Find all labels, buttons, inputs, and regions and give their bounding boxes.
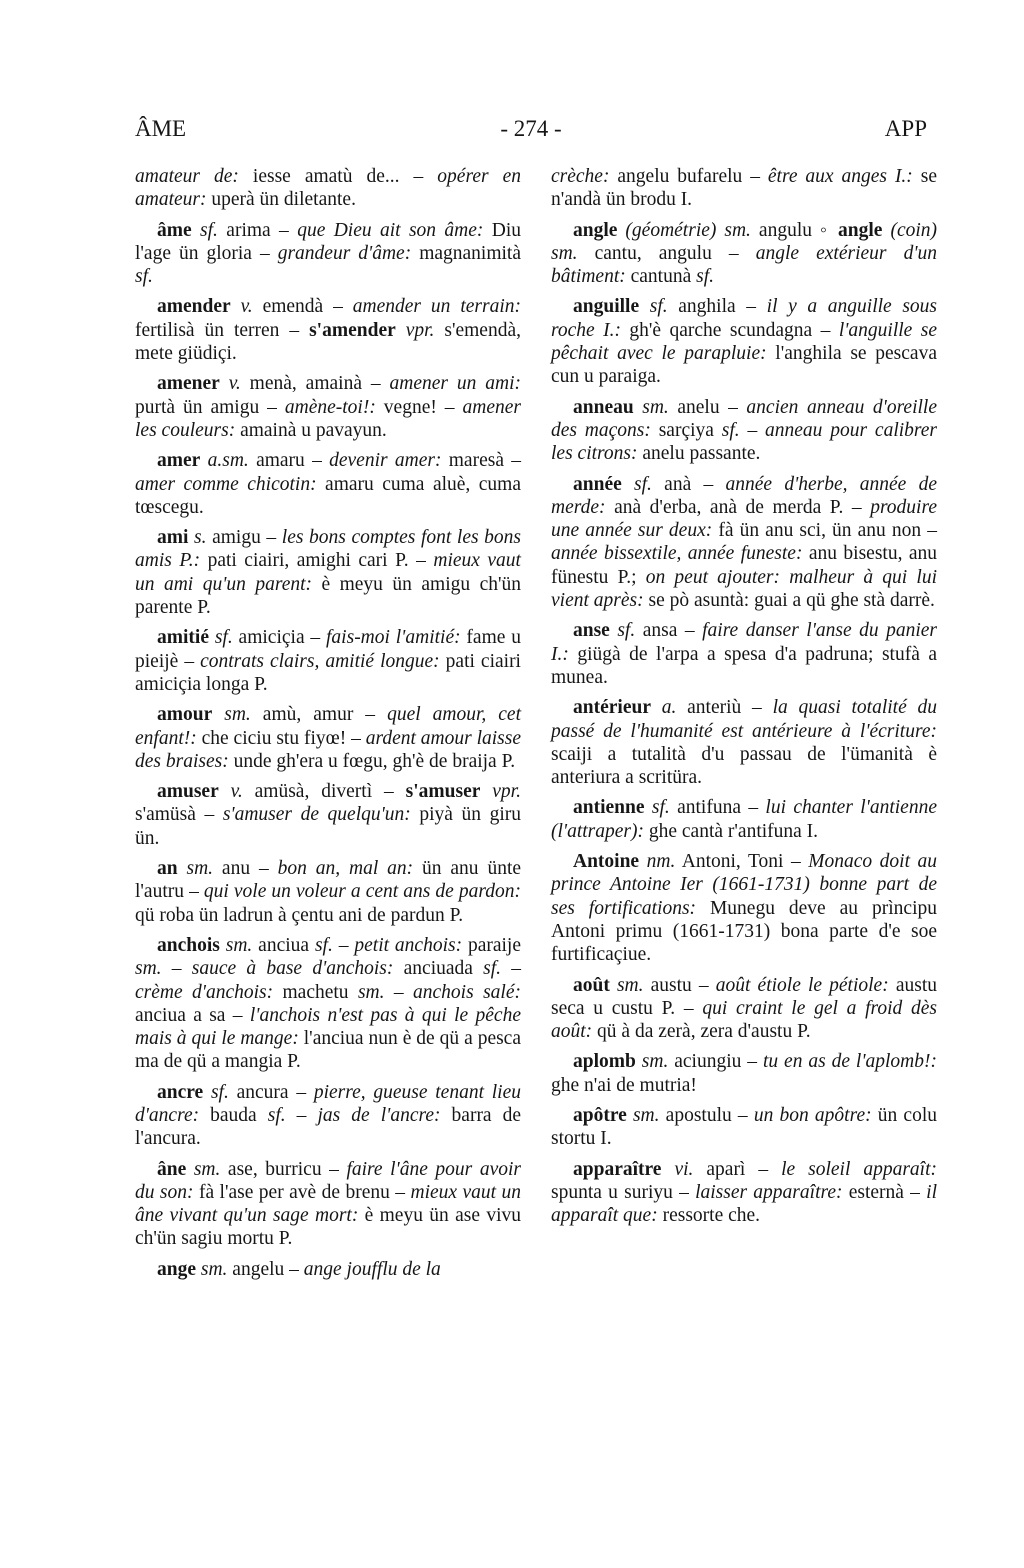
translation-text: barra de l'ancura. (135, 1104, 522, 1150)
translation-text: amù, amur – (250, 704, 388, 726)
header-last-entry: APP (884, 116, 927, 141)
grammar-label: nm. (646, 851, 676, 873)
headword: s'amender (309, 319, 396, 341)
translation-text (203, 1082, 211, 1103)
translation-text: paraije (462, 934, 522, 956)
translation-text: fertilisà ün terren – (135, 319, 310, 341)
french-phrase: Monaco doit au prince Antoine Ier (1661-1731) bonne part de ses fortifications: (551, 851, 937, 919)
translation-text: Munegu deve au prìncipu Antoni primu (1661-1731) bona parte d'e soe furtificaçiue. (551, 897, 937, 966)
translation-text: – (501, 958, 522, 980)
grammar-label: sf. (649, 296, 668, 318)
translation-text: anà d'erba, anà de merda P. – (605, 496, 871, 518)
translation-text (192, 220, 200, 241)
grammar-label: sf. (135, 266, 153, 288)
translation-text: è meyu ün ase vivu ch'ün sagiu mortu P. (135, 1205, 522, 1250)
dictionary-entry (135, 780, 521, 850)
running-header (135, 116, 927, 150)
grammar-label: a. (661, 697, 677, 719)
grammar-label: sm. (193, 1158, 221, 1180)
headword: amener (157, 373, 220, 395)
french-phrase: que Dieu ait son âme: (297, 219, 484, 241)
french-phrase: sauce à base d'anchois: (191, 958, 394, 980)
translation-text (186, 1159, 194, 1180)
french-phrase: il apparaît que: (551, 1181, 937, 1227)
translation-text: – (161, 958, 192, 980)
grammar-label: sf. (214, 627, 233, 649)
translation-text: fà ün anu sci, ün anu non – (712, 520, 937, 542)
french-phrase: produire une année sur deux: (551, 496, 937, 542)
grammar-label: sm. (632, 1104, 660, 1126)
french-phrase: qui craint le gel a froid dès août: (551, 997, 937, 1043)
translation-text: cantunà (625, 266, 697, 288)
headword: amitié (157, 627, 209, 649)
translation-text: se pò asuntà: guai a qü ghe stà darrè. (643, 590, 935, 612)
french-phrase: il y a anguille sous roche I.: (551, 296, 938, 341)
translation-text (178, 858, 187, 879)
grammar-label: sm. (200, 1258, 228, 1280)
headword: ami (157, 527, 189, 549)
grammar-label: v. (240, 296, 253, 318)
french-phrase: mieux vaut un ami qu'un parent: (135, 550, 521, 595)
translation-text (396, 320, 406, 341)
translation-text: unde gh'era u fœgu, gh'è de braija P. (228, 750, 516, 772)
headword: angle (838, 219, 883, 241)
dictionary-entry (135, 295, 521, 365)
dictionary-entry (135, 526, 521, 619)
french-phrase: amer comme chicotin: (135, 473, 317, 495)
dictionary-entry (551, 1104, 937, 1151)
translation-text: amüsà, divertì – (242, 781, 406, 803)
translation-text: amiciçia – (232, 627, 327, 649)
translation-text: arima – (217, 219, 298, 241)
dictionary-entry (551, 165, 937, 212)
headword: apparaître (573, 1158, 662, 1180)
translation-text: fame u pieijè – (135, 627, 521, 672)
dictionary-entry (135, 934, 521, 1074)
translation-text: anelu – (668, 396, 747, 418)
french-phrase: jas de l'ancre: (317, 1104, 441, 1126)
translation-text: cantu, angulu – (577, 242, 756, 264)
french-phrase: faire danser l'anse du panier I.: (551, 620, 938, 665)
dictionary-entry (135, 1081, 521, 1151)
translation-text: austu seca u custu P. – (551, 974, 937, 1019)
translation-text (622, 474, 634, 495)
french-phrase: mieux vaut un âne vivant qu'un sage mort: (135, 1181, 521, 1227)
translation-text: giügà de l'arpa a spesa d'a padruna; stufà a munea. (551, 643, 937, 688)
headword: Antoine (573, 851, 640, 873)
translation-text (231, 296, 241, 317)
translation-text: – (332, 934, 355, 956)
french-phrase: pierre, gueuse tenant lieu d'ancre: (135, 1081, 521, 1126)
french-phrase: l'anchois n'est pas à qui le pêche mais à qui le mange: (135, 1004, 521, 1050)
french-phrase: les bons comptes font les bons amis P.: (135, 527, 522, 572)
right-column (551, 165, 937, 1234)
french-phrase: la quasi totalité du passé de l'humanité est antérieure à l'écriture: (551, 697, 938, 742)
grammar-label: sf. (200, 219, 218, 241)
french-phrase: crème d'anchois: (135, 981, 274, 1003)
grammar-label: v. (230, 781, 243, 803)
headword: ange (157, 1258, 196, 1280)
french-phrase: ange joufflu de la (303, 1258, 441, 1280)
dictionary-entry (135, 1258, 521, 1281)
french-phrase: amender un terrain: (352, 296, 521, 318)
grammar-label: vi. (674, 1158, 694, 1180)
dictionary-entry (551, 396, 937, 466)
grammar-label: vpr. (492, 781, 521, 803)
dictionary-entry (135, 626, 521, 696)
translation-text: anciuada (393, 958, 484, 980)
translation-text: Antoni, Toni – (675, 851, 809, 873)
french-phrase: contrats clairs, amitié longue: (200, 650, 440, 672)
translation-text: angelu – (227, 1258, 304, 1280)
headword: amer (157, 450, 201, 472)
translation-text: machetu (273, 981, 358, 1003)
dictionary-entry (551, 219, 937, 289)
headword: an (157, 858, 178, 880)
dictionary-entry (551, 796, 937, 843)
french-phrase: année bissextile, année funeste: (551, 543, 803, 565)
translation-text: antifuna – (669, 797, 766, 819)
grammar-label: sm. (225, 934, 253, 956)
french-phrase: fais-moi l'amitié: (326, 627, 461, 649)
translation-text: gh'è qarche scundagna – (620, 319, 839, 341)
translation-text: se n'andà ün brodu I. (551, 166, 937, 211)
headword: amender (157, 296, 231, 318)
french-phrase: amener les couleurs: (135, 396, 521, 441)
dictionary-entry (135, 703, 521, 773)
french-phrase: (géométrie) (625, 219, 717, 241)
translation-text: iesse amatù de... – (238, 166, 438, 187)
translation-text: amigu – (206, 527, 282, 549)
translation-text: anu bisestu, anu fünestu P.; (551, 543, 937, 588)
translation-text: scaiji a tutalità d'u passau de l'ümanità è anteriura a scritüra. (551, 743, 937, 789)
translation-text: emendà – (252, 296, 353, 318)
grammar-label: sm. (224, 704, 251, 726)
grammar-label: v. (228, 373, 241, 395)
french-phrase: être aux anges I.: (767, 166, 913, 187)
headword: aplomb (573, 1051, 636, 1073)
headword: amour (157, 704, 213, 726)
translation-text (645, 797, 652, 818)
translation-text (651, 697, 662, 718)
dictionary-entry (551, 1050, 937, 1097)
french-phrase: tu en as de l'aplomb!: (762, 1051, 938, 1073)
translation-text (634, 397, 643, 418)
grammar-label: sf. (634, 473, 652, 495)
translation-text (219, 781, 231, 802)
translation-text: anciua (252, 934, 315, 956)
dictionary-entry (135, 857, 521, 927)
french-phrase: angle extérieur d'un bâtiment: (551, 242, 937, 288)
dictionary-entry (551, 295, 937, 388)
translation-text: aparì – (693, 1158, 782, 1180)
translation-text: aciungiu – (668, 1051, 763, 1073)
translation-text: l'anghila se pescava cun u paraiga. (551, 343, 937, 388)
french-phrase: l'anguille se pêchait avec le parapluie: (551, 319, 937, 365)
grammar-label: sm. (551, 242, 578, 264)
french-phrase: petit anchois: (354, 934, 463, 956)
dictionary-entry (135, 165, 521, 212)
page-number: - 274 - (500, 116, 562, 141)
translation-text: ghe cantà r'antifuna I. (644, 820, 819, 842)
french-phrase: année d'herbe, année de merde: (551, 473, 937, 518)
headword: année (573, 473, 622, 495)
headword: anneau (573, 396, 634, 418)
left-column (135, 165, 521, 1288)
grammar-label: sm. (642, 396, 669, 418)
translation-text: anelu passante. (637, 443, 761, 465)
translation-text: menà, amainà – (240, 373, 390, 395)
translation-text: ansa – (635, 620, 703, 642)
french-phrase: anneau pour calibrer les citrons: (551, 419, 938, 465)
headword: apôtre (573, 1104, 627, 1126)
grammar-label: s. (194, 527, 207, 549)
translation-text: ghe n'ai de mutria! (551, 1074, 697, 1096)
french-phrase: devenir amer: (329, 450, 442, 472)
translation-text: – (384, 981, 414, 1003)
translation-text: ressorte che. (657, 1205, 761, 1227)
french-phrase: lui chanter l'antienne (l'attraper): (551, 797, 937, 842)
headword: août (573, 974, 610, 996)
french-phrase: ancien anneau d'oreille des maçons: (551, 396, 937, 441)
translation-text: piyà ün giru ün. (135, 804, 522, 849)
dictionary-entry (551, 696, 937, 789)
translation-text: esternà – (842, 1181, 927, 1203)
headword: antienne (573, 797, 645, 819)
grammar-label: sf. (721, 419, 740, 441)
headword: s'amuser (405, 781, 481, 803)
grammar-label: sm. (135, 958, 162, 980)
translation-text (610, 975, 617, 996)
headword: ancre (157, 1081, 204, 1103)
french-phrase: (coin) (890, 219, 938, 241)
french-phrase: opérer en amateur: (135, 166, 521, 211)
french-phrase: amateur de: (135, 166, 239, 187)
translation-text: qü roba ün ladrun à çentu ani de pardun P. (135, 904, 464, 926)
grammar-label: sf. (483, 958, 502, 980)
translation-text: apostulu – (659, 1104, 754, 1126)
translation-text: purtà ün amigu – (135, 396, 285, 418)
french-phrase: laisser apparaître: (695, 1181, 843, 1203)
french-phrase: s'amuser de quelqu'un: (222, 804, 411, 826)
translation-text: uperà ün diletante. (206, 189, 356, 211)
translation-text: angulu ◦ (750, 219, 839, 241)
dictionary-entry (551, 850, 937, 966)
french-phrase: qui vole un voleur a cent ans de pardon: (203, 881, 521, 903)
french-phrase: amener un ami: (389, 373, 521, 395)
translation-text (200, 450, 207, 471)
grammar-label: sf. (617, 620, 636, 642)
french-phrase: quel amour, cet enfant!: (135, 704, 521, 749)
grammar-label: sm. (616, 974, 644, 996)
french-phrase: faire l'âne pour avoir du son: (135, 1158, 521, 1203)
dictionary-entry (551, 1158, 937, 1228)
translation-text: sarçiya (650, 419, 722, 441)
translation-text: – (739, 419, 766, 441)
dictionary-entry (551, 619, 937, 689)
translation-text: s'emendà, mete giüdiçi. (135, 319, 521, 365)
french-phrase: amène-toi!: (284, 396, 376, 418)
dictionary-entry (135, 372, 521, 442)
dictionary-entry (135, 449, 521, 519)
french-phrase: grandeur d'âme: (277, 242, 412, 264)
grammar-label: sf. (314, 934, 333, 956)
translation-text: pati ciairi, amighi cari P. – (200, 550, 434, 572)
french-phrase: bon an, mal an: (277, 858, 414, 880)
translation-text: anà – (651, 473, 726, 495)
french-phrase: août étiole le pétiole: (715, 974, 889, 996)
french-phrase: crèche: (551, 166, 610, 187)
grammar-label: sm. (186, 858, 214, 880)
translation-text: bauda (199, 1104, 268, 1126)
translation-text: s'amüsà – (135, 804, 223, 826)
translation-text: anciua a sa – (135, 1004, 250, 1026)
dictionary-entry (551, 473, 937, 613)
translation-text: amaru cuma aluè, cuma tœscegu. (135, 473, 521, 518)
translation-text (639, 296, 650, 317)
translation-text: ün colu stortu I. (551, 1104, 938, 1150)
translation-text: vegne! – (375, 396, 463, 418)
french-phrase: un bon apôtre: (753, 1104, 872, 1126)
translation-text: che ciciu stu fiyœ! – (196, 727, 366, 749)
grammar-label: sm. (357, 981, 385, 1003)
translation-text: è meyu ün amigu ch'ün parente P. (135, 573, 521, 619)
grammar-label: sf. (696, 266, 715, 288)
headword: anchois (157, 934, 220, 956)
headword: angle (573, 219, 618, 241)
grammar-label: a.sm. (207, 450, 249, 472)
translation-text: pati ciairi amiciçia longa P. (135, 650, 521, 695)
grammar-label: sm. (724, 219, 751, 241)
translation-text: amaru – (248, 450, 330, 472)
french-phrase: anchois salé: (413, 981, 521, 1003)
grammar-label: sf. (651, 797, 670, 819)
headword: âme (157, 219, 192, 241)
translation-text: magnanimità (411, 242, 522, 264)
translation-text: maresà – (441, 450, 522, 472)
translation-text: anu – (213, 858, 278, 880)
translation-text: spunta u suriyu – (551, 1181, 696, 1203)
translation-text: amainà u pavayun. (235, 419, 387, 441)
translation-text: angelu bufarelu – (609, 166, 768, 187)
dictionary-entry (551, 974, 937, 1044)
headword: anguille (573, 296, 640, 318)
dictionary-entry (135, 219, 521, 289)
french-phrase: on peut ajouter: malheur à qui lui vient après: (551, 566, 937, 612)
french-phrase: le soleil apparaît: (781, 1158, 937, 1180)
translation-text: ancura – (228, 1081, 314, 1103)
french-phrase: ardent amour laisse des braises: (135, 727, 522, 772)
translation-text (639, 851, 647, 872)
translation-text: austu – (643, 974, 716, 996)
headword: anse (573, 620, 610, 642)
translation-text: anteriù – (676, 697, 773, 719)
grammar-label: sf. (210, 1081, 229, 1103)
dictionary-entry (135, 1158, 521, 1251)
translation-text: l'anciua nun è de qü a pesca ma de qü a mangia P. (135, 1028, 521, 1073)
translation-text (220, 373, 229, 394)
translation-text: – (285, 1104, 318, 1126)
translation-text: fà l'ase per avè de brenu – (193, 1181, 411, 1203)
translation-text (480, 781, 492, 802)
translation-text: anghila – (667, 296, 767, 318)
translation-text (212, 704, 224, 725)
headword: âne (157, 1158, 187, 1180)
grammar-label: sf. (267, 1104, 286, 1126)
grammar-label: vpr. (405, 319, 435, 341)
headword: antérieur (573, 697, 651, 719)
translation-text (661, 1159, 674, 1180)
headword: amuser (157, 781, 219, 803)
translation-text: ase, burricu – (220, 1158, 347, 1180)
translation-text: Diu l'age ün gloria – (135, 219, 522, 264)
translation-text: ün anu ünte l'autru – (135, 858, 522, 903)
translation-text: qü à da zerà, zera d'austu P. (592, 1021, 811, 1043)
header-first-entry: ÂME (135, 116, 187, 141)
grammar-label: sm. (641, 1051, 669, 1073)
